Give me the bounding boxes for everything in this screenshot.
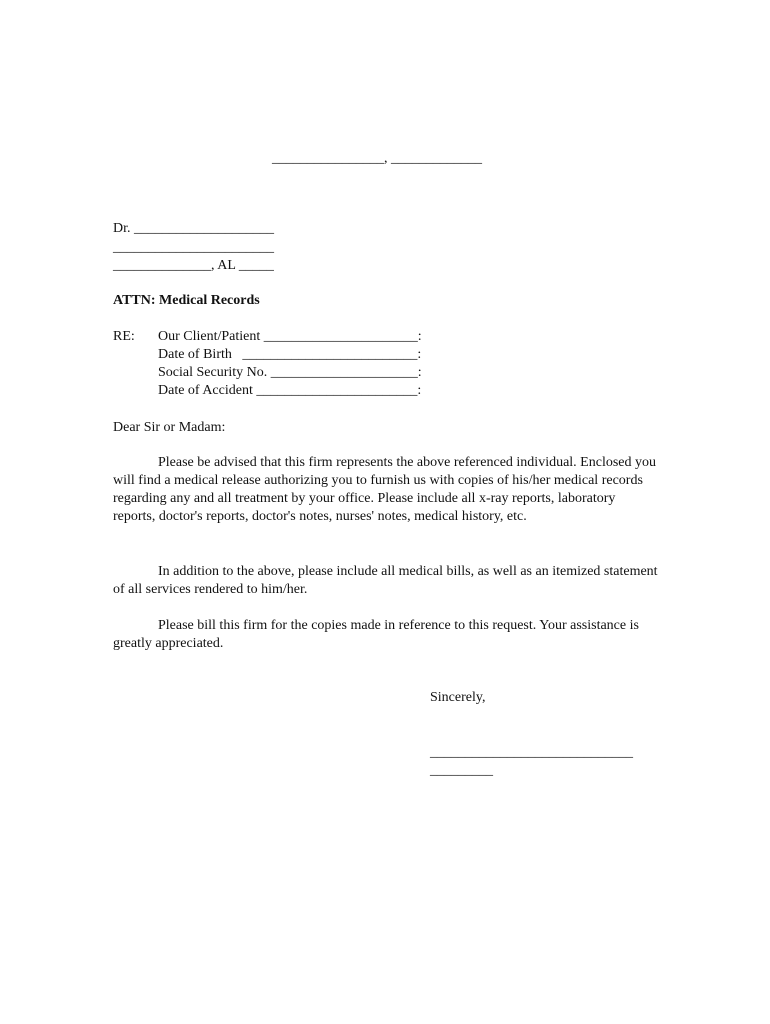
closing: Sincerely, bbox=[430, 690, 486, 705]
body-paragraph-2-text: In addition to the above, please include all medical bills, as well as an itemized statement of all services rendered to him/her. bbox=[113, 564, 658, 597]
salutation: Dear Sir or Madam: bbox=[113, 420, 226, 435]
re-social-security: Social Security No. _____________________: bbox=[158, 365, 422, 380]
date-line: ________________, _____________ bbox=[272, 151, 482, 166]
body-paragraph-2 bbox=[113, 563, 658, 599]
signature-line-2: _________ bbox=[430, 763, 493, 778]
body-paragraph-3-text: Please bill this firm for the copies made in reference to this request. Your assistance is greatly appreciated. bbox=[113, 618, 639, 651]
re-date-of-birth: Date of Birth _________________________: bbox=[158, 347, 422, 362]
attn-line: ATTN: Medical Records bbox=[113, 293, 260, 308]
recipient-address-line: _______________________ bbox=[113, 240, 274, 255]
body-paragraph-1 bbox=[113, 454, 658, 526]
re-date-of-accident: Date of Accident _______________________: bbox=[158, 383, 422, 398]
body-paragraph-3 bbox=[113, 617, 658, 653]
recipient-name-line: Dr. ____________________ bbox=[113, 221, 274, 236]
re-client-patient: Our Client/Patient ______________________: bbox=[158, 329, 422, 344]
signature-line-1: _____________________________ bbox=[430, 745, 633, 760]
body-paragraph-1-text: Please be advised that this firm represents the above referenced individual. Enclosed you will find a medical release authorizing you to furnish us with copies of his/her medical records regarding any and all treatment by your office. Please include all x-ray reports, laboratory reports, doctor's reports, doctor's notes, nurses' notes, medical history, etc. bbox=[113, 455, 656, 524]
recipient-city-line: ______________, AL _____ bbox=[113, 258, 274, 273]
re-label: RE: bbox=[113, 329, 135, 344]
